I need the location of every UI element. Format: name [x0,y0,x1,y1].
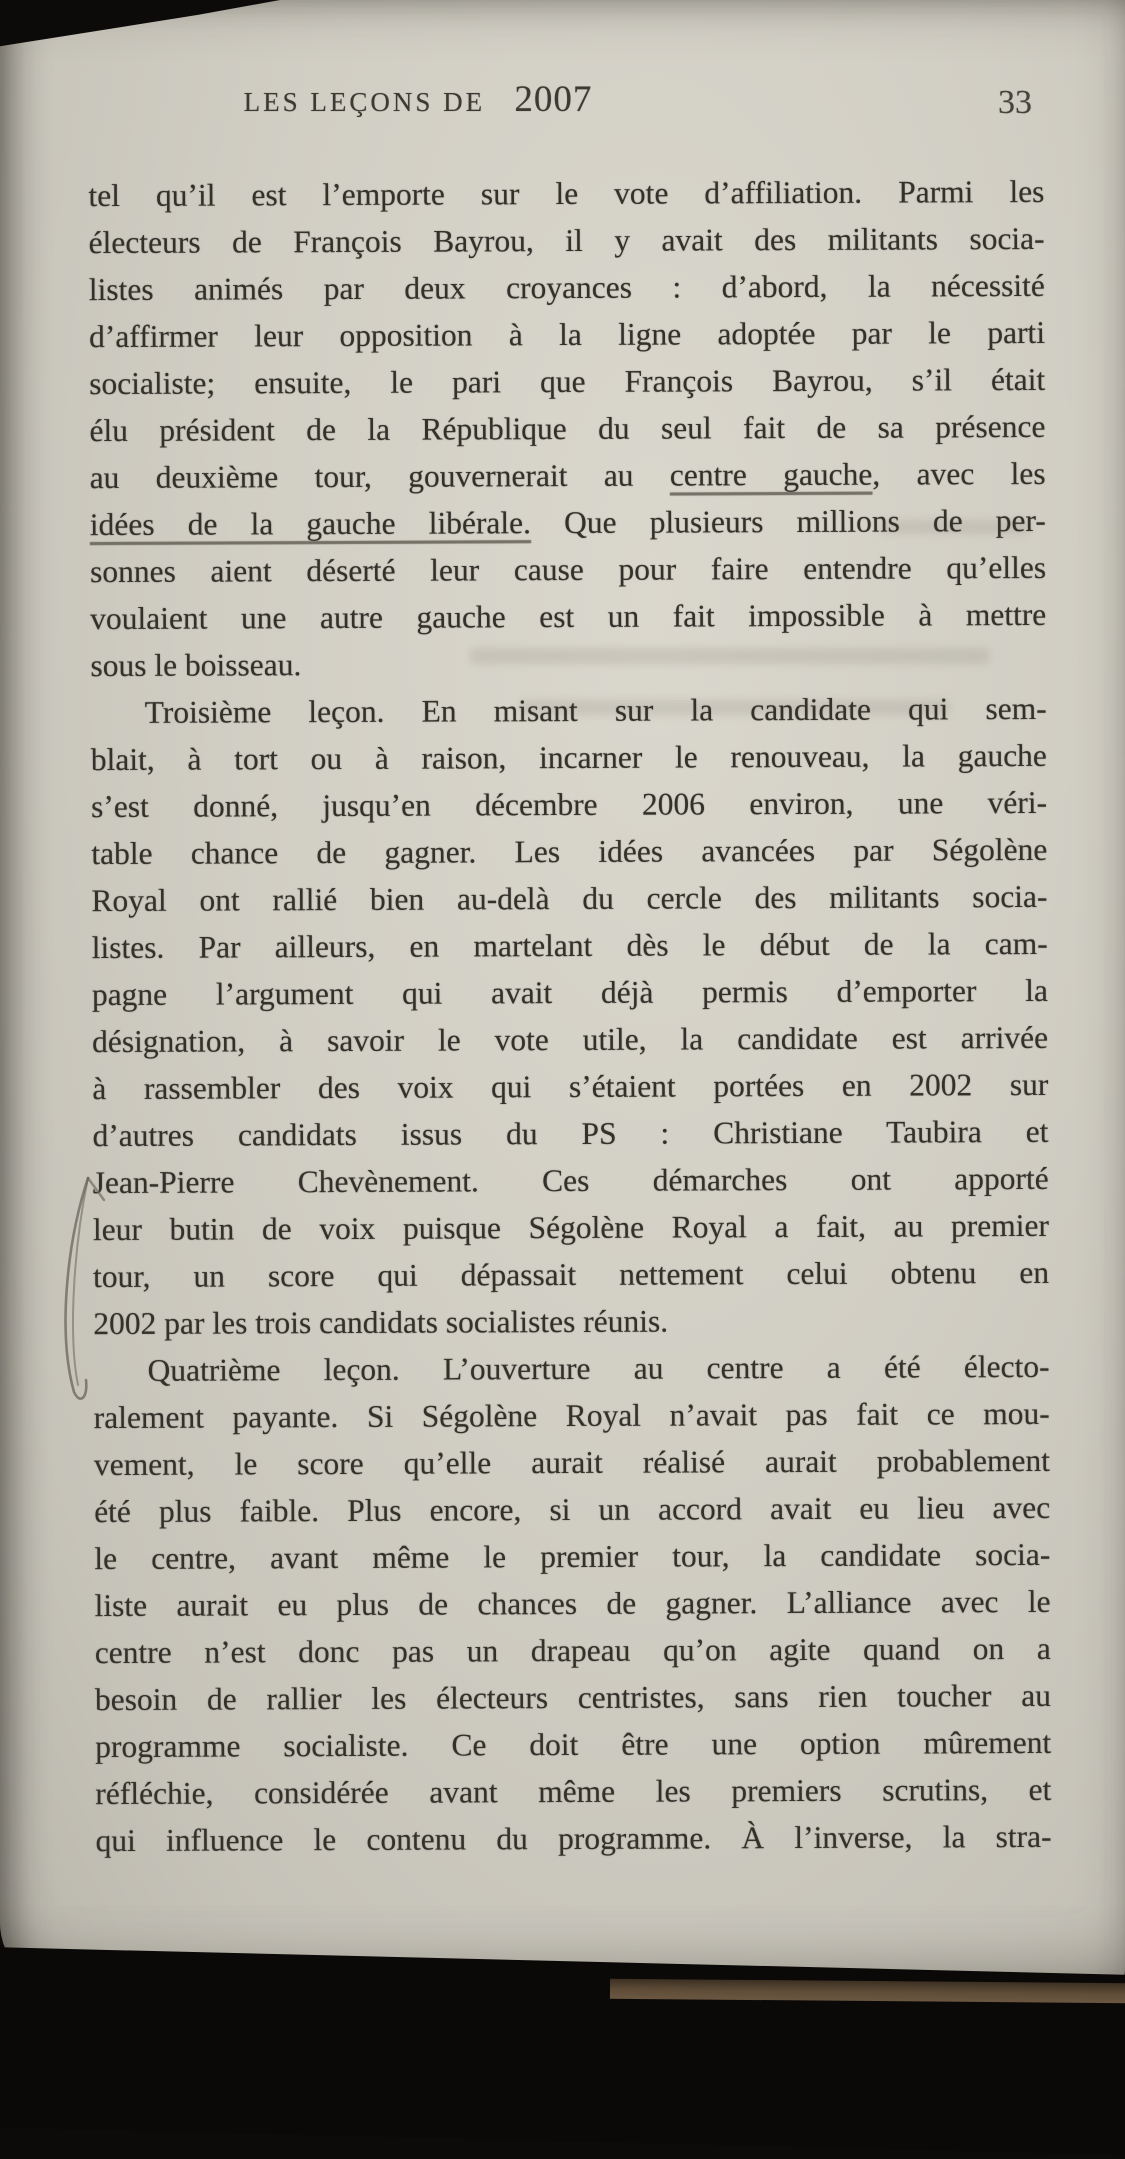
text-line: réfléchie, considérée avant même les premiers scrutins, et [95,1771,1052,1812]
text-line: centre n’est donc pas un drapeau qu’on agite quand on a [94,1630,1051,1671]
text-line: leur butin de voix puisque Ségolène Royal a fait, au premier [92,1207,1049,1248]
text-line: Quatrième leçon. L’ouverture au centre a été électo- [147,1348,1050,1388]
text-line: pagne l’argument qui avait déjà permis d’emporter la [91,972,1048,1013]
text-line: besoin de rallier les électeurs centristes, sans rien toucher au [94,1677,1052,1718]
pencil-underline: centre gauche [669,456,873,493]
text-line: programme socialiste. Ce doit être une option mûrement [95,1724,1052,1765]
body-text [88,168,1051,1864]
text-line: blait, à tort ou à raison, incarner le renouveau, la gauche [90,737,1047,778]
running-header-year: 2007 [514,79,593,120]
paragraph [88,168,1046,689]
text-line: tour, un score qui dépassait nettement celui obtenu en [93,1254,1050,1295]
text-line: d’autres candidats issus du PS : Christiane Taubira et [92,1113,1049,1154]
text-line: électeurs de François Bayrou, il y avait des militants socia- [88,220,1045,261]
text-line: 2002 par les trois candidats socialistes réunis. [93,1303,669,1342]
text-line: socialiste; ensuite, le pari que François Bayrou, s’il était [89,361,1046,402]
text-line: table chance de gagner. Les idées avancées par Ségolène [91,831,1048,872]
pencil-underline: idées de la gauche libérale. [89,505,532,543]
text-line: listes. Par ailleurs, en martelant dès le début de la cam- [91,925,1048,966]
text-line: désignation, à savoir le vote utile, la candidate est arrivée [92,1019,1049,1060]
text-line: liste aurait eu plus de chances de gagner. L’alliance avec le [94,1583,1051,1624]
text-line: sonnes aient déserté leur cause pour faire entendre qu’elles [89,549,1047,590]
text-line: voulaient une autre gauche est un fait impossible à mettre [90,596,1047,637]
text-line: vement, le score qu’elle aurait réalisé aurait probablement [93,1442,1051,1483]
text-line: ralement payante. Si Ségolène Royal n’avait pas fait ce mou- [93,1395,1050,1436]
paragraph [91,685,1050,1347]
text-line: d’affirmer leur opposition à la ligne adoptée par le parti [88,314,1046,355]
text-line: Troisième leçon. En misant sur la candidate qui sem- [144,690,1047,730]
text-line: Royal ont rallié bien au-delà du cercle des militants socia- [91,878,1048,919]
text-line: le centre, avant même le premier tour, la candidate socia- [94,1536,1051,1577]
paragraph [93,1343,1051,1864]
text-line: tel qu’il est l’emporte sur le vote d’affiliation. Parmi les [88,173,1045,214]
text-line: élu président de la République du seul fait de sa présence [89,408,1046,449]
text-line: Jean-Pierre Chevènement. Ces démarches ont apporté [92,1160,1049,1201]
running-header [88,78,748,121]
text-line: été plus faible. Plus encore, si un accord avait eu lieu avec [94,1489,1051,1530]
text-line: s’est donné, jusqu’en décembre 2006 environ, une véri- [91,784,1048,825]
page-number: 33 [998,84,1032,121]
text-line: sous le boisseau. [90,647,302,684]
text-line: au deuxième tour, gouvernerait au centre gauche, avec les [89,455,1046,496]
table-shadow-band [0,1945,1125,2158]
text-line: listes animés par deux croyances : d’abord, la nécessité [88,267,1045,308]
text-line: qui influence le contenu du programme. À l’inverse, la stra- [95,1818,1052,1859]
pencil-margin-mark [48,1150,128,1420]
text-line: idées de la gauche libérale. Que plusieurs millions de per- [89,502,1046,543]
running-header-title: LES LEÇONS DE [243,87,486,117]
text-line: à rassembler des voix qui s’étaient portées en 2002 sur [92,1066,1049,1107]
